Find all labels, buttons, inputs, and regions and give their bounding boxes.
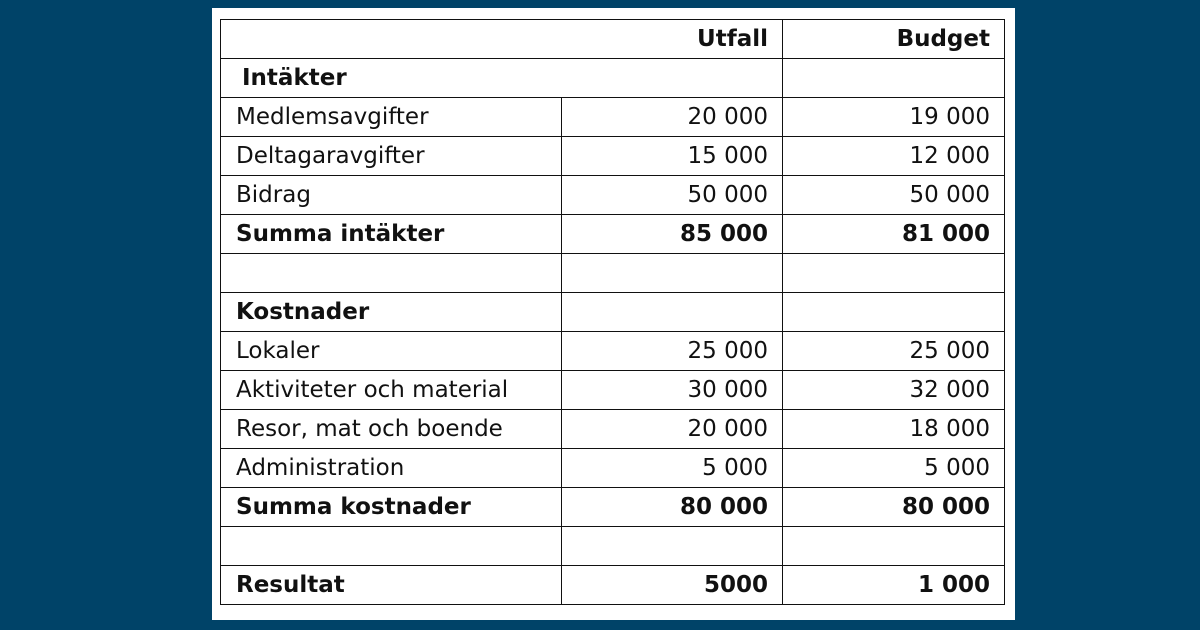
- result-row: [221, 566, 1005, 605]
- result-budget: 1 000: [783, 566, 1005, 605]
- budget-value: 18 000: [783, 410, 1005, 449]
- table-row: [221, 176, 1005, 215]
- section-heading-costs: Kostnader: [221, 293, 562, 332]
- table-row: [221, 449, 1005, 488]
- budget-value: 50 000: [783, 176, 1005, 215]
- budget-card: [212, 8, 1015, 620]
- row-label: Deltagaravgifter: [221, 137, 562, 176]
- income-total-label: Summa intäkter: [221, 215, 562, 254]
- table-row: [221, 137, 1005, 176]
- empty-cell: [221, 527, 562, 566]
- budget-value: 12 000: [783, 137, 1005, 176]
- table-row: [221, 332, 1005, 371]
- budget-value: 5 000: [783, 449, 1005, 488]
- utfall-value: 20 000: [562, 410, 783, 449]
- utfall-value: 30 000: [562, 371, 783, 410]
- budget-value: 32 000: [783, 371, 1005, 410]
- empty-cell: [783, 527, 1005, 566]
- result-utfall: 5000: [562, 566, 783, 605]
- budget-table: [220, 19, 1005, 605]
- budget-value: 19 000: [783, 98, 1005, 137]
- empty-cell: [562, 527, 783, 566]
- spacer-row: [221, 527, 1005, 566]
- empty-cell: [221, 254, 562, 293]
- row-label: Bidrag: [221, 176, 562, 215]
- table-row: [221, 410, 1005, 449]
- income-total-row: [221, 215, 1005, 254]
- column-header-budget: Budget: [783, 20, 1005, 59]
- empty-cell: [562, 293, 783, 332]
- row-label: Medlemsavgifter: [221, 98, 562, 137]
- utfall-value: 15 000: [562, 137, 783, 176]
- income-total-budget: 81 000: [783, 215, 1005, 254]
- spacer-row: [221, 254, 1005, 293]
- empty-cell: [783, 293, 1005, 332]
- row-label: Lokaler: [221, 332, 562, 371]
- table-row: [221, 371, 1005, 410]
- utfall-value: 20 000: [562, 98, 783, 137]
- table-row: [221, 98, 1005, 137]
- section-heading-income: Intäkter: [221, 59, 783, 98]
- empty-cell: [783, 59, 1005, 98]
- cost-total-row: [221, 488, 1005, 527]
- row-label: Resor, mat och boende: [221, 410, 562, 449]
- income-total-utfall: 85 000: [562, 215, 783, 254]
- empty-cell: [783, 254, 1005, 293]
- result-label: Resultat: [221, 566, 562, 605]
- row-label: Aktiviteter och material: [221, 371, 562, 410]
- cost-total-utfall: 80 000: [562, 488, 783, 527]
- utfall-value: 25 000: [562, 332, 783, 371]
- table-header-row: [221, 20, 1005, 59]
- row-label: Administration: [221, 449, 562, 488]
- section-heading-row-income: [221, 59, 1005, 98]
- cost-total-budget: 80 000: [783, 488, 1005, 527]
- section-heading-row-costs: [221, 293, 1005, 332]
- cost-total-label: Summa kostnader: [221, 488, 562, 527]
- empty-cell: [562, 254, 783, 293]
- utfall-value: 50 000: [562, 176, 783, 215]
- utfall-value: 5 000: [562, 449, 783, 488]
- budget-value: 25 000: [783, 332, 1005, 371]
- column-header-utfall: Utfall: [221, 20, 783, 59]
